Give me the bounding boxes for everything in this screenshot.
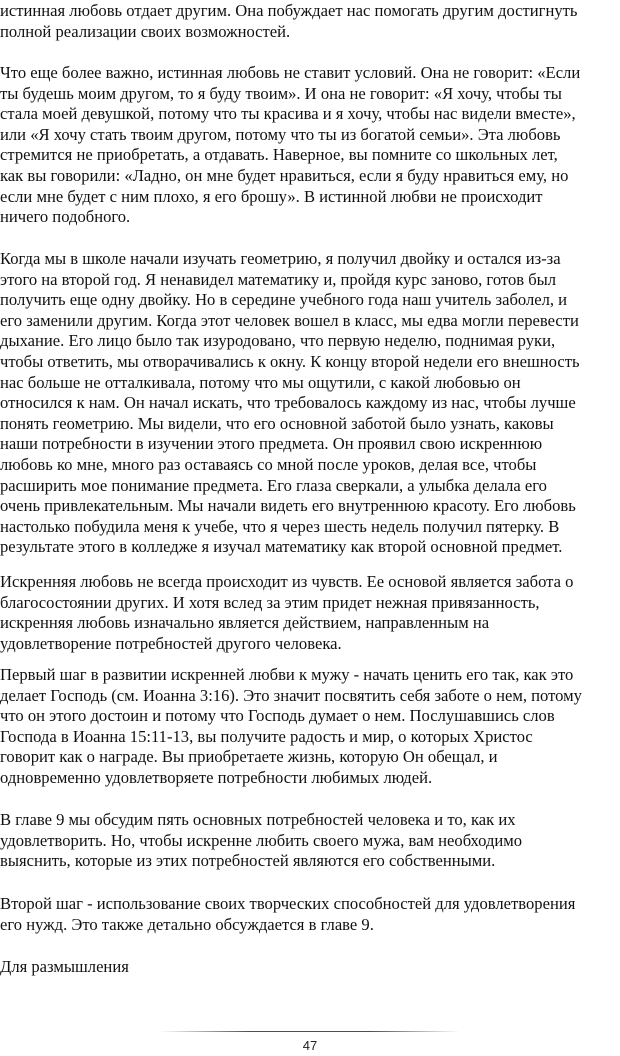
text-line: Для размышления [0, 957, 129, 976]
paragraph [0, 1, 616, 42]
page-number: 47 [302, 1038, 318, 1053]
text-line: выяснить, которые из этих потребностей являются его собственными. [0, 851, 496, 871]
footer-divider [160, 1031, 460, 1032]
text-line: или «Я хочу стать твоим другом, потому что ты из богатой семьи». Эта любовь [0, 124, 561, 144]
text-line: его заменили другим. Когда этот человек вошел в класс, мы едва могли перевести [0, 310, 579, 330]
text-line: Второй шаг - использование своих творческих способностей для удовлетворения [0, 894, 576, 913]
text-line: Искренняя любовь не всегда происходит из чувств. Ее основой является забота о [0, 572, 574, 591]
text-line: стремится не приобретать, а отдавать. Наверное, вы помните со школьных лет, [0, 145, 558, 165]
paragraph [0, 249, 616, 558]
text-line: чтобы ответить, мы отворачивались к окну. К концу второй недели его внешность [0, 351, 580, 371]
paragraph [0, 894, 616, 935]
text-line: понять геометрию. Мы видели, что его основной заботой было узнать, каковы [0, 413, 554, 433]
text-line: расширить мое понимание предмета. Его глаза сверкали, а улыбка делала его [0, 475, 547, 495]
text-line: получить еще одну двойку. Но в середине учебного года наш учитель заболел, и [0, 290, 568, 310]
text-line: его нужд. Это также детально обсуждается в главе 9. [0, 914, 374, 934]
text-line: любовь ко мне, много раз оставаясь со мной после уроков, делая все, чтобы [0, 454, 537, 474]
text-line: Первый шаг в развитии искренней любви к мужу - начать ценить его так, как это [0, 665, 574, 684]
text-line: говорит как о награде. Вы приобретаете жизнь, которую Он обещал, и [0, 747, 498, 767]
text-line: нас больше не отталкивала, потому что мы ощутили, с какой любовью он [0, 372, 521, 392]
paragraph-heading [0, 957, 616, 978]
paragraph [0, 63, 616, 228]
text-line: дыхание. Его лицо было так изуродовано, что первую неделю, поднимая руки, [0, 331, 556, 351]
text-line: настолько побудила меня к учебе, что я через шесть недель получил пятерку. В [0, 516, 560, 536]
paragraph [0, 810, 616, 872]
text-line: делает Господь (см. Иоанна 3:16). Это значит посвятить себя заботе о нем, потому [0, 685, 582, 705]
text-line: одновременно удовлетворяете потребности любимых людей. [0, 767, 433, 787]
text-line: относился к нам. Он начал искать, что требовалось каждому из нас, чтобы лучше [0, 393, 576, 413]
text-line: полной реализации своих возможностей. [0, 21, 291, 41]
text-line: этого на второй год. Я ненавидел математику и, пройдя курс заново, готов был [0, 269, 557, 289]
text-line: ничего подобного. [0, 207, 131, 227]
text-line: Когда мы в школе начали изучать геометрию, я получил двойку и остался из-за [0, 249, 561, 268]
paragraph [0, 572, 616, 654]
text-line: очень привлекательным. Мы начали видеть его внутреннюю красоту. Его любовь [0, 496, 576, 516]
text-line: что он этого достоин и потому что Господь думает о нем. Послушавшись слов [0, 706, 555, 726]
text-line: если мне будет с ним плохо, я его брошу». В истинной любви не происходит [0, 186, 543, 206]
text-line: стала моей девушкой, потому что ты красива и я хочу, чтобы нас видели вместе», [0, 104, 576, 124]
paragraph [0, 665, 616, 789]
text-line: результате этого в колледже я изучал математику как второй основной предмет. [0, 537, 563, 557]
text-line: как вы говорили: «Ладно, он мне будет нравиться, если я буду нравиться ему, но [0, 165, 569, 185]
text-line: Что еще более важно, истинная любовь не ставит условий. Она не говорит: «Если [0, 63, 581, 82]
text-line: В главе 9 мы обсудим пять основных потребностей человека и то, как их [0, 810, 516, 829]
text-line: наши потребности в изучении этого предмета. Он проявил свою искреннюю [0, 434, 543, 454]
text-line: ты будешь моим другом, то я буду твоим». И она не говорит: «Я хочу, чтобы ты [0, 83, 562, 103]
text-line: удовлетворить. Но, чтобы искренне любить своего мужа, вам необходимо [0, 830, 523, 850]
text-line: Господа в Иоанна 15:11-13, вы получите радость и мир, о которых Христос [0, 726, 533, 746]
text-line: благосостоянии других. И хотя вслед за этим придет нежная привязанность, [0, 592, 540, 612]
text-line: искренняя любовь изначально является действием, направленным на [0, 613, 490, 633]
text-line: истинная любовь отдает другим. Она побуждает нас помогать другим достигнуть [0, 1, 578, 20]
text-line: удовлетворение потребностей другого человека. [0, 633, 342, 653]
